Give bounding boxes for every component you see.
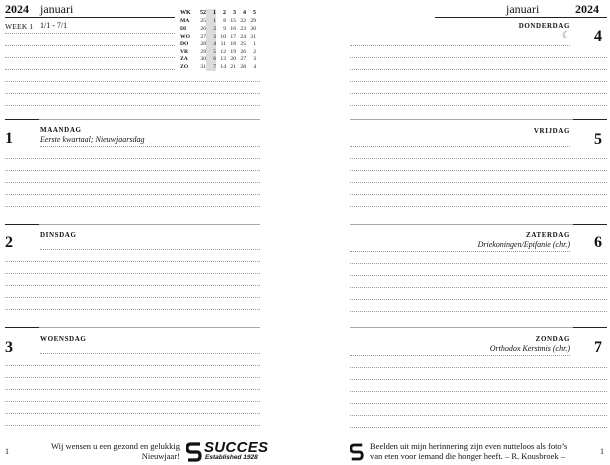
date-cell: 15 xyxy=(230,18,236,25)
day-name-7: ZONDAG xyxy=(535,335,570,343)
weekday-label: VR xyxy=(180,48,189,55)
date-cell: 21 xyxy=(230,63,236,70)
logo-wordmark: SUCCES xyxy=(204,439,269,456)
day-note-6: Driekoningen/Epifanie (chr.) xyxy=(477,240,570,249)
writing-line xyxy=(350,403,607,404)
writing-line xyxy=(350,158,607,159)
quote-line-1: Beelden uit mijn herinnering zijn even nutteloos als foto’s xyxy=(370,441,568,451)
writing-line xyxy=(5,365,260,366)
writing-line xyxy=(350,194,607,195)
date-cell: 28 xyxy=(200,41,206,48)
writing-line xyxy=(5,297,260,298)
date-cell: 26 xyxy=(240,48,246,55)
writing-line xyxy=(40,353,260,354)
date-cell: 26 xyxy=(200,25,206,32)
date-cell: 12 xyxy=(220,48,226,55)
writing-line xyxy=(5,81,260,82)
quote-line-2: van eten voor iemand die honger heeft. – R. Kousbroek – xyxy=(370,451,565,461)
wk-col-3: 3 xyxy=(233,9,236,16)
writing-line xyxy=(350,45,570,46)
week-range: 1/1 - 7/1 xyxy=(40,21,68,30)
day-rule xyxy=(573,327,607,328)
day-rule xyxy=(5,327,39,328)
writing-line xyxy=(5,182,260,183)
date-cell: 1 xyxy=(206,18,216,26)
day-name-1: MAANDAG xyxy=(40,126,82,134)
day-number-1: 1 xyxy=(5,130,13,147)
left-page xyxy=(0,0,300,465)
page-number: 1 xyxy=(5,447,9,456)
date-cell: 27 xyxy=(200,33,206,40)
writing-line xyxy=(5,33,175,34)
year-label: 2024 xyxy=(575,2,599,16)
date-cell: 7 xyxy=(206,63,216,71)
date-cell: 27 xyxy=(240,56,246,63)
weekday-label: MA xyxy=(180,18,190,25)
wk-col-5: 5 xyxy=(253,9,256,16)
writing-line xyxy=(5,57,175,58)
day-note-7: Orthodox Kerstmis (chr.) xyxy=(489,344,570,353)
day-name-4: DONDERDAG xyxy=(518,22,570,30)
day-rule-thin xyxy=(350,224,573,225)
writing-line xyxy=(350,415,607,416)
day-number-2: 2 xyxy=(5,234,13,251)
date-cell: 30 xyxy=(200,56,206,63)
date-cell: 4 xyxy=(206,40,216,48)
succes-logo-icon xyxy=(186,442,202,462)
right-page xyxy=(310,0,610,465)
writing-line xyxy=(5,389,260,390)
day-number-6: 6 xyxy=(594,234,602,251)
date-cell: 14 xyxy=(220,63,226,70)
date-cell: 17 xyxy=(230,33,236,40)
date-cell: 19 xyxy=(230,48,236,55)
writing-line xyxy=(5,377,260,378)
date-cell: 24 xyxy=(240,33,246,40)
date-cell: 11 xyxy=(220,41,226,48)
date-cell: 4 xyxy=(253,63,256,70)
day-name-6: ZATERDAG xyxy=(526,231,570,239)
writing-line xyxy=(5,206,260,207)
mini-calendar-row xyxy=(180,18,256,26)
footer-line-2: Nieuwjaar! xyxy=(141,451,180,461)
writing-line xyxy=(5,194,260,195)
writing-line xyxy=(350,81,607,82)
writing-line xyxy=(350,275,607,276)
week-label: WEEK 1 xyxy=(5,22,34,31)
date-cell: 20 xyxy=(230,56,236,63)
writing-line xyxy=(5,69,175,70)
date-cell: 28 xyxy=(240,63,246,70)
mini-calendar-row xyxy=(180,48,256,56)
day-rule xyxy=(573,119,607,120)
day-number-4: 4 xyxy=(594,28,602,45)
weekday-label: WO xyxy=(180,33,190,40)
day-name-3: WOENSDAG xyxy=(40,335,87,343)
writing-line xyxy=(350,57,607,58)
weekday-label: DI xyxy=(180,25,187,32)
writing-line xyxy=(350,251,570,252)
footer-line-1: Wij wensen u een gezond en gelukkig xyxy=(50,441,180,451)
weekday-label: ZO xyxy=(180,63,189,70)
date-cell: 6 xyxy=(206,56,216,64)
date-cell: 10 xyxy=(220,33,226,40)
writing-line xyxy=(5,93,260,94)
date-cell: 2 xyxy=(253,48,256,55)
date-cell: 25 xyxy=(200,18,206,25)
year-label: 2024 xyxy=(5,2,29,16)
date-cell: 16 xyxy=(230,25,236,32)
writing-line xyxy=(5,158,260,159)
writing-line xyxy=(350,299,607,300)
mini-calendar-row xyxy=(180,40,256,48)
writing-line xyxy=(350,379,607,380)
day-rule xyxy=(573,224,607,225)
wk-col-52: 52 xyxy=(200,9,206,16)
footer-message xyxy=(35,441,180,461)
writing-line xyxy=(5,170,260,171)
date-cell: 22 xyxy=(240,18,246,25)
footer-quote xyxy=(370,441,595,461)
writing-line xyxy=(350,427,607,428)
wk-col-4: 4 xyxy=(243,9,246,16)
writing-line xyxy=(5,105,260,106)
writing-line xyxy=(350,391,607,392)
writing-line xyxy=(350,367,607,368)
date-cell: 1 xyxy=(253,41,256,48)
wk-col-2: 2 xyxy=(223,9,226,16)
writing-line xyxy=(350,93,607,94)
day-number-5: 5 xyxy=(594,131,602,148)
wk-header: WK xyxy=(180,9,191,16)
page-gutter xyxy=(300,0,310,465)
writing-line xyxy=(5,261,260,262)
writing-line xyxy=(5,413,260,414)
moon-phase-icon: ☾ xyxy=(562,30,571,40)
day-rule-thin xyxy=(39,119,260,120)
writing-line xyxy=(350,287,607,288)
writing-line xyxy=(350,263,607,264)
header-rule xyxy=(435,17,607,18)
writing-line xyxy=(350,206,607,207)
day-rule-thin xyxy=(350,119,573,120)
mini-calendar-row xyxy=(180,56,256,64)
date-cell: 25 xyxy=(240,41,246,48)
weekday-label: DO xyxy=(180,41,189,48)
day-number-3: 3 xyxy=(5,339,13,356)
wk-col-1: 1 xyxy=(206,9,216,18)
mini-calendar-table xyxy=(180,9,256,71)
date-cell: 30 xyxy=(250,25,256,32)
writing-line xyxy=(350,146,570,147)
header-rule xyxy=(5,17,175,18)
mini-calendar-row xyxy=(180,63,256,71)
date-cell: 5 xyxy=(206,48,216,56)
day-rule-thin xyxy=(39,327,260,328)
writing-line xyxy=(40,249,260,250)
month-label: januari xyxy=(506,2,540,16)
mini-calendar-row xyxy=(180,25,256,33)
day-name-2: DINSDAG xyxy=(40,231,77,239)
day-rule-thin xyxy=(39,224,260,225)
mini-calendar-row xyxy=(180,33,256,41)
writing-line xyxy=(5,309,260,310)
day-name-5: VRIJDAG xyxy=(533,127,570,135)
writing-line xyxy=(350,69,607,70)
mini-calendar xyxy=(180,9,265,71)
writing-line xyxy=(5,425,260,426)
date-cell: 3 xyxy=(253,56,256,63)
date-cell: 29 xyxy=(250,18,256,25)
writing-line xyxy=(350,355,570,356)
writing-line xyxy=(5,45,175,46)
day-rule xyxy=(5,224,39,225)
writing-line xyxy=(5,285,260,286)
writing-line xyxy=(5,273,260,274)
writing-line xyxy=(350,170,607,171)
date-cell: 31 xyxy=(200,63,206,70)
writing-line xyxy=(350,311,607,312)
month-label: januari xyxy=(40,2,74,16)
date-cell: 13 xyxy=(220,56,226,63)
succes-logo xyxy=(186,439,269,463)
mini-calendar-header xyxy=(180,9,256,18)
date-cell: 2 xyxy=(206,25,216,33)
date-cell: 23 xyxy=(240,25,246,32)
day-number-7: 7 xyxy=(594,339,602,356)
logo-established: Established 1928 xyxy=(205,454,258,461)
date-cell: 3 xyxy=(206,33,216,41)
succes-small-logo-icon xyxy=(350,443,364,461)
writing-line xyxy=(350,105,607,106)
writing-line xyxy=(5,401,260,402)
weekday-label: ZA xyxy=(180,56,188,63)
day-rule-thin xyxy=(350,327,573,328)
page-number: 1 xyxy=(600,447,604,456)
date-cell: 9 xyxy=(223,25,226,32)
day-rule xyxy=(5,119,39,120)
writing-line xyxy=(40,146,260,147)
day-note-1: Eerste kwartaal; Nieuwjaarsdag xyxy=(40,135,145,144)
writing-line xyxy=(350,182,607,183)
date-cell: 29 xyxy=(200,48,206,55)
date-cell: 8 xyxy=(223,18,226,25)
date-cell: 18 xyxy=(230,41,236,48)
date-cell: 31 xyxy=(250,33,256,40)
